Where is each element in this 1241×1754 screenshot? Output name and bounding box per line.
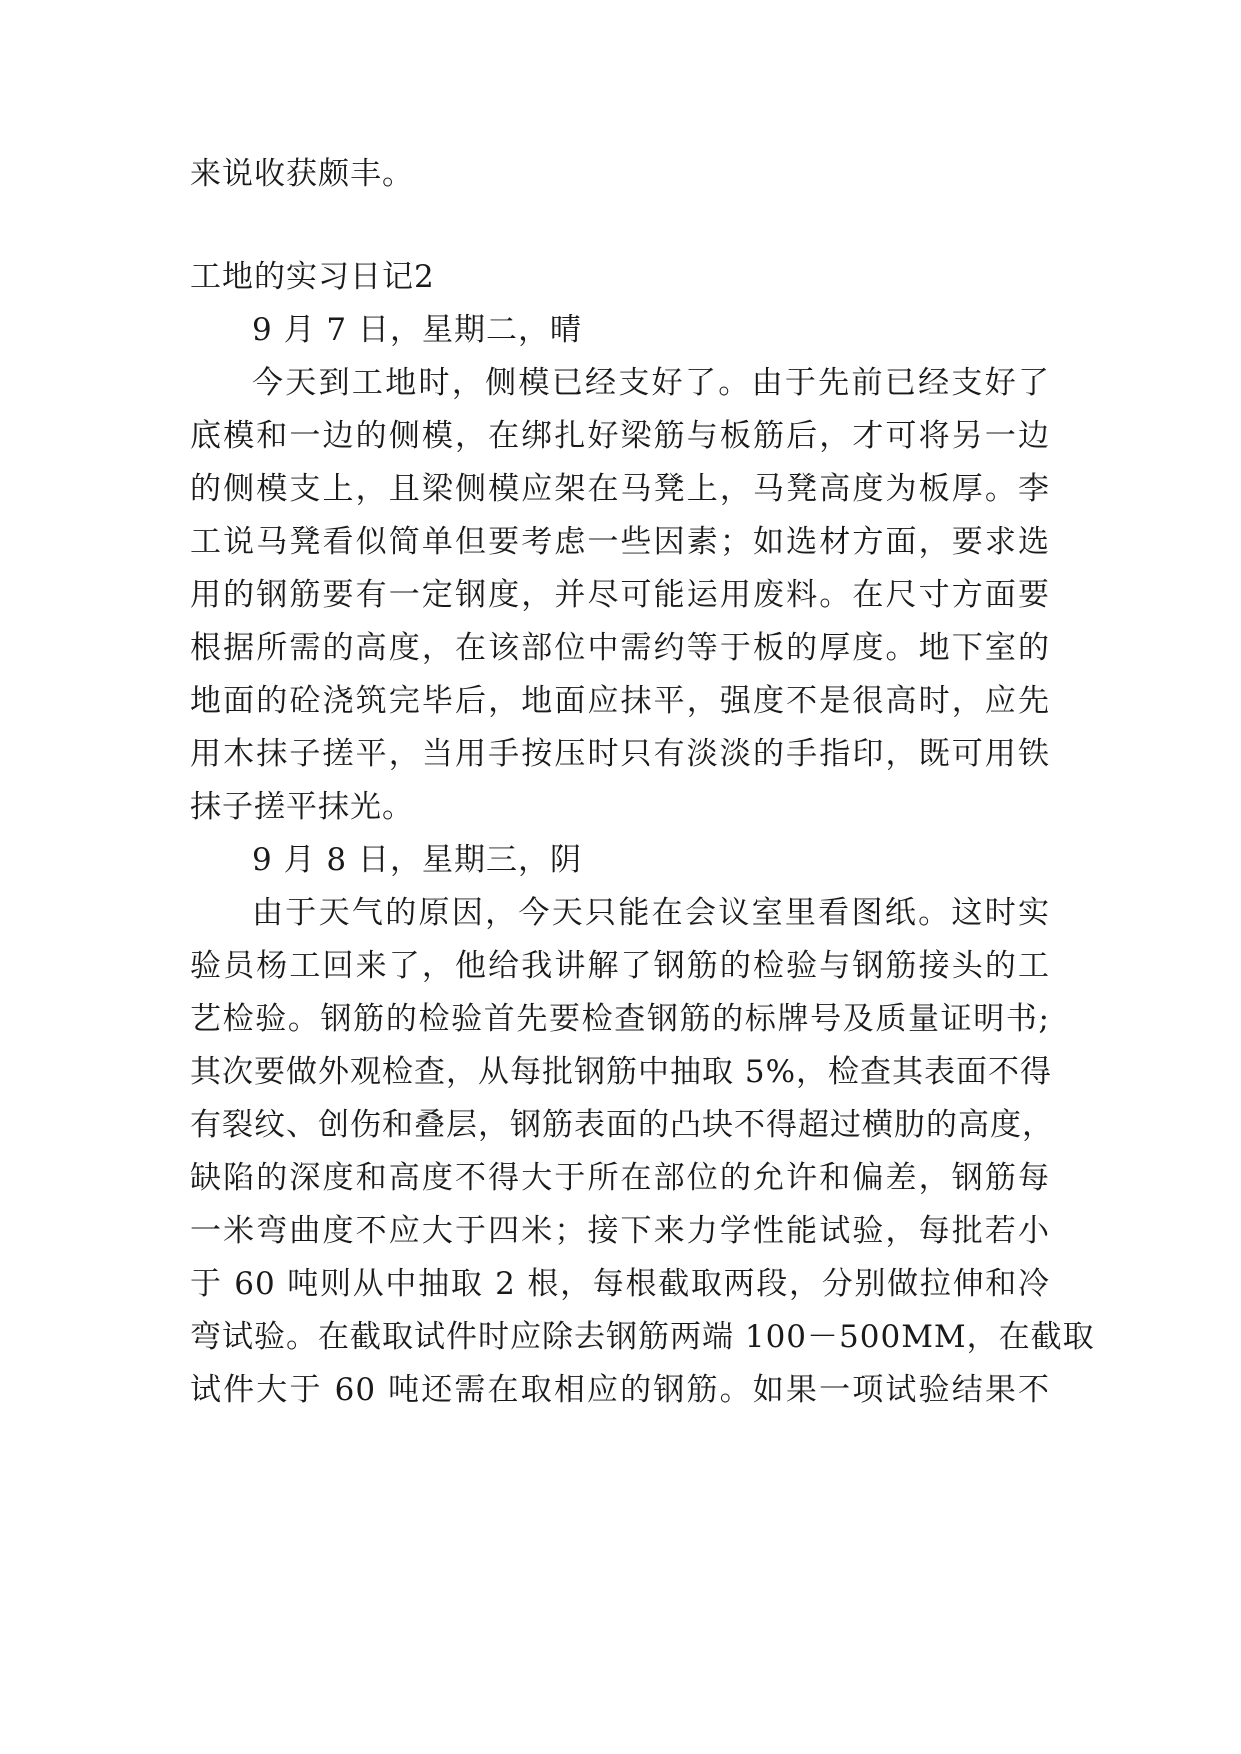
text-line: 底模和一边的侧模，在绑扎好梁筋与板筋后，才可将另一边 — [190, 418, 1050, 454]
text-line: 用木抹子搓平，当用手按压时只有淡淡的手指印，既可用铁 — [190, 736, 1050, 772]
section-title: 工地的实习日记2 — [190, 259, 435, 295]
text-line: 今天到工地时，侧模已经支好了。由于先前已经支好了 — [252, 365, 1050, 401]
date-heading: 9 月 8 日，星期三，阴 — [252, 842, 583, 878]
text-line: 用的钢筋要有一定钢度，并尽可能运用废料。在尺寸方面要 — [190, 577, 1050, 613]
text-line: 弯试验。在截取试件时应除去钢筋两端 100－500MM，在截取 — [190, 1319, 1095, 1355]
date-heading: 9 月 7 日，星期二，晴 — [252, 312, 583, 348]
text-line: 试件大于 60 吨还需在取相应的钢筋。如果一项试验结果不 — [190, 1372, 1050, 1408]
text-line: 验员杨工回来了，他给我讲解了钢筋的检验与钢筋接头的工 — [190, 948, 1050, 984]
text-line: 有裂纹、创伤和叠层，钢筋表面的凸块不得超过横肋的高度， — [190, 1107, 1054, 1143]
text-line: 抹子搓平抹光。 — [190, 789, 414, 825]
text-line: 地面的砼浇筑完毕后，地面应抹平，强度不是很高时，应先 — [190, 683, 1050, 719]
text-line: 根据所需的高度，在该部位中需约等于板的厚度。地下室的 — [190, 630, 1050, 666]
text-line: 来说收获颇丰。 — [190, 156, 414, 192]
text-line: 其次要做外观检查，从每批钢筋中抽取 5%，检查其表面不得 — [190, 1054, 1053, 1090]
text-line: 艺检验。钢筋的检验首先要检查钢筋的标牌号及质量证明书; — [190, 1001, 1050, 1037]
text-line: 工说马凳看似简单但要考虑一些因素；如选材方面，要求选 — [190, 524, 1050, 560]
text-line: 缺陷的深度和高度不得大于所在部位的允许和偏差，钢筋每 — [190, 1160, 1050, 1196]
text-line: 于 60 吨则从中抽取 2 根，每根截取两段，分别做拉伸和冷 — [190, 1266, 1050, 1302]
text-line: 由于天气的原因，今天只能在会议室里看图纸。这时实 — [252, 895, 1050, 931]
text-line: 的侧模支上，且梁侧模应架在马凳上，马凳高度为板厚。李 — [190, 471, 1050, 507]
text-line: 一米弯曲度不应大于四米；接下来力学性能试验，每批若小 — [190, 1213, 1050, 1249]
